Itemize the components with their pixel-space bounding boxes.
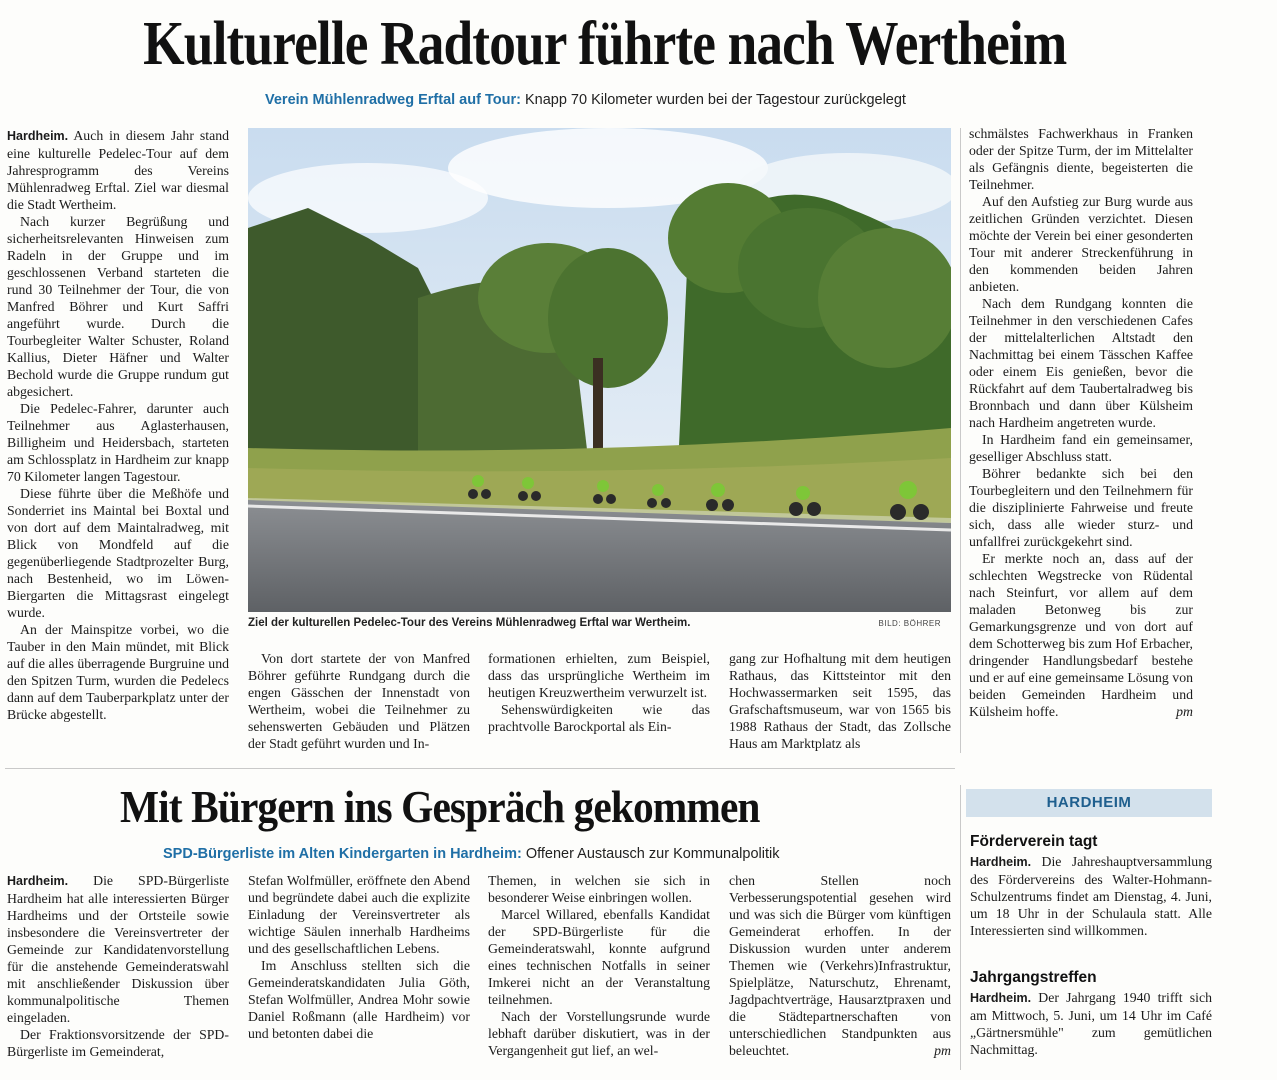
article1-subline-rest: Knapp 70 Kilometer wurden bei der Tagestour zurückgelegt [520, 92, 906, 108]
paragraph: Auch in diesem Jahr stand eine kulturelle Pedelec-Tour auf dem Jahresprogramm des Vereins Mühlenradweg Erftal. Ziel war diesmal die Stadt Wertheim. [7, 128, 229, 212]
paragraph [969, 550, 1193, 720]
caption-text: Ziel der kulturellen Pedelec-Tour des Vereins Mühlenradweg Erftal war Wertheim. [248, 617, 691, 629]
article1-column-3 [488, 650, 710, 760]
paragraph-text: chen Stellen noch Verbesserungspotential gesehen wird und was sich die Bürger vom künftigen Gemeinderat erhoffen. In der Diskussion wurden unter anderem Themen wie (Verkehrs)Infrastruktur, Spielplätze, Naturschutz, Ehrenamt, Jagdpachtverträge, Hausarztpraxen und die Städtepartnerschaften von unterschiedlichen Standpunkten aus beleuchtet. [729, 873, 951, 1058]
article1-column-4 [729, 650, 951, 760]
dateline: Hardheim. [7, 874, 69, 888]
paragraph: Von dort startete der von Manfred Böhrer geführte Rundgang durch die engen Gässchen der Innenstadt von Wertheim, wobei die Teilnehmer zu sehenswerten Gebäuden und Plätzen der Stadt geführt wurden und In- [248, 651, 470, 751]
column-divider [960, 128, 961, 753]
paragraph: Nach kurzer Begrüßung und sicherheitsrelevanten Hinweisen zum Radeln in der Gruppe und im geschlossenen Verband starteten die rund 30 Teilnehmer der Tour, die von Manfred Böhrer und Kurt Saffri angeführt wurde. Durch die Tourbegleiter Walter Schuster, Roland Kallius, Dieter Häfner und Walter Bechold wurde die Gruppe rundum gut abgesichert. [7, 214, 229, 399]
paragraph: In Hardheim fand ein gemeinsamer, geselliger Abschluss statt. [969, 432, 1193, 464]
article2-subline-rest: Offener Austausch zur Kommunalpolitik [521, 846, 780, 862]
article1-column-2 [248, 650, 470, 760]
article2-subline [163, 846, 779, 862]
photo-credit: BILD: BÖHRER [878, 619, 941, 628]
article2-column-2 [248, 872, 470, 1067]
sidebar-item1-title: Förderverein tagt [970, 833, 1098, 850]
article2-column-3 [488, 872, 710, 1067]
paragraph: Im Anschluss stellten sich die Gemeinderatskandidaten Julia Göth, Stefan Wolfmüller, Andrea Mohr sowie Daniel Roßmann (alle Hardheim) vor und betonten dabei die [248, 958, 470, 1041]
article2-subline-lead: SPD-Bürgerliste im Alten Kindergarten in Hardheim: [163, 846, 522, 862]
paragraph: Die Pedelec-Fahrer, darunter auch Teilnehmer aus Aglasterhausen, Billigheim und Heidersbach, starteten am Schlossplatz in Hardheim zur knapp 70 Kilometer langen Tagestour. [7, 401, 229, 484]
author-initials: pm [934, 1043, 951, 1058]
article2-headline: Mit Bürgern ins Gespräch gekommen [120, 781, 760, 832]
paragraph: schmälstes Fachwerkhaus in Franken oder der Spitze Turm, der im Mittelalter als Gefängnis diente, begeisterten die Teilnehmer. [969, 126, 1193, 192]
sidebar-item2-title: Jahrgangstreffen [970, 969, 1097, 986]
cyclists-landscape-image [248, 128, 951, 612]
paragraph: Marcel Willared, ebenfalls Kandidat der SPD-Bürgerliste für die Gemeinderatswahl, konnte aufgrund eines technischen Notfalls in seiner Imkerei nicht an der Veranstaltung teilnehmen. [488, 907, 710, 1007]
paragraph: Themen, in welchen sie sich in besonderer Weise einbringen wollen. [488, 873, 710, 905]
paragraph: Diese führte über die Meßhöfe und Sonderriet ins Maintal bei Boxtal und von dort auf dem Maintalradweg, mit Blick von Mondfeld auf die gegenüberliegende Stadtprozelter Burg, nach Bestenheid, wo im Löwen-Biergarten die Mittagsrast eingelegt wurde. [7, 486, 229, 620]
dateline: Hardheim. [970, 991, 1032, 1005]
dateline: Hardheim. [970, 855, 1032, 869]
paragraph: An der Mainspitze vorbei, wo die Tauber in den Main mündet, mit Blick auf die alles überragende Burgruine und den Spitzen Turm, wurden die Pedelecs dann auf dem Tauberparkplatz unter der Brücke abgestellt. [7, 622, 229, 722]
dateline: Hardheim. [7, 129, 69, 143]
paragraph: Auf den Aufstieg zur Burg wurde aus zeitlichen Gründen verzichtet. Diesen möchte der Verein bei einer gesonderten Tour mit anderer Streckenführung in den kommenden beiden Jahren anbieten. [969, 194, 1193, 294]
author-initials: pm [1176, 704, 1193, 719]
article1-column-1 [7, 127, 229, 753]
section-divider [5, 768, 955, 769]
sidebar-divider [960, 785, 961, 1070]
paragraph: gang zur Hofhaltung mit dem heutigen Rathaus, das Kittsteintor mit den Hochwassermarken seit 1595, das Grafschaftsmuseum, war von 1565 bis 1988 Rathaus der Stadt, das Zollsche Haus am Marktplatz als [729, 651, 951, 751]
sidebar-item1-text [970, 853, 1212, 939]
paragraph: Böhrer bedankte sich bei den Tourbegleitern und den Teilnehmern für die disziplinierte Fahrweise und freute sich, dass alle wieder sturz- und unfallfrei zurückgekehrt sind. [969, 466, 1193, 549]
article1-subline-lead: Verein Mühlenradweg Erftal auf Tour: [265, 92, 521, 108]
paragraph: Die Jahreshauptversammlung des Fördervereins des Walter-Hohmann-Schulzentrums findet am Dienstag, 4. Juni, um 18 Uhr in der Schulaula statt. Alle Interessierten sind willkommen. [970, 854, 1212, 938]
paragraph: Stefan Wolfmüller, eröffnete den Abend und begründete dabei auch die explizite Einladung der Vereinsvertreter als wichtige Säulen innerhalb Hardheims und des gesellschaftlichen Lebens. [248, 873, 470, 956]
paragraph: formationen erhielten, zum Beispiel, dass das ursprüngliche Wertheim im heutigen Kreuzwertheim verwurzelt ist. [488, 651, 710, 700]
paragraph: Die SPD-Bürgerliste Hardheim hat alle interessierten Bürger Hardheims und der Ortsteile sowie insbesondere die Vereinsvertreter der Gemeinde zur Kandidatenvorstellung für die anstehende Gemeinderatswahl mit anschließender Diskussion über kommunalpolitische Themen eingeladen. [7, 873, 229, 1025]
tour-photo [248, 128, 951, 612]
paragraph-text: Er merkte noch an, dass auf der schlechten Wegstrecke von Rüdental nach Steinfurt, vor allem auf dem maladen Betonweg bis zur Gemarkungsgrenze und von dort auf dem Schotterweg bis zum Hof Erbacher, dringender Handlungsbedarf bestehe und er auf eine gemeinsame Lösung von beiden Gemeinden Hardheim und Külsheim hoffe. [969, 551, 1193, 719]
article1-column-5 [969, 125, 1193, 755]
photo-caption [248, 617, 951, 629]
paragraph: Der Fraktionsvorsitzende der SPD-Bürgerliste im Gemeinderat, [7, 1027, 229, 1059]
article1-subline [265, 92, 906, 108]
sidebar-header: HARDHEIM [966, 789, 1212, 817]
sidebar-item2-text [970, 989, 1212, 1058]
article2-column-4 [729, 872, 951, 1067]
paragraph: Der Jahrgang 1940 trifft sich am Mittwoch, 5. Juni, um 14 Uhr im Café „Gärtnersmühle" zum gemütlichen Nachmittag. [970, 990, 1212, 1057]
paragraph: Sehenswürdigkeiten wie das prachtvolle Barockportal als Ein- [488, 702, 710, 734]
paragraph: Nach der Vorstellungsrunde wurde lebhaft darüber diskutiert, was in der Vergangenheit gut lief, an wel- [488, 1009, 710, 1058]
paragraph: Nach dem Rundgang konnten die Teilnehmer in den verschiedenen Cafes der mittelalterlichen Altstadt den Nachmittag bei einem Tässchen Kaffee oder einem Eis genießen, bevor die Rückfahrt auf dem Taubertalradweg bis Bronnbach und dann über Külsheim nach Hardheim angetreten wurde. [969, 296, 1193, 430]
article1-headline: Kulturelle Radtour führte nach Wertheim [143, 10, 1067, 78]
article2-column-1 [7, 872, 229, 1067]
